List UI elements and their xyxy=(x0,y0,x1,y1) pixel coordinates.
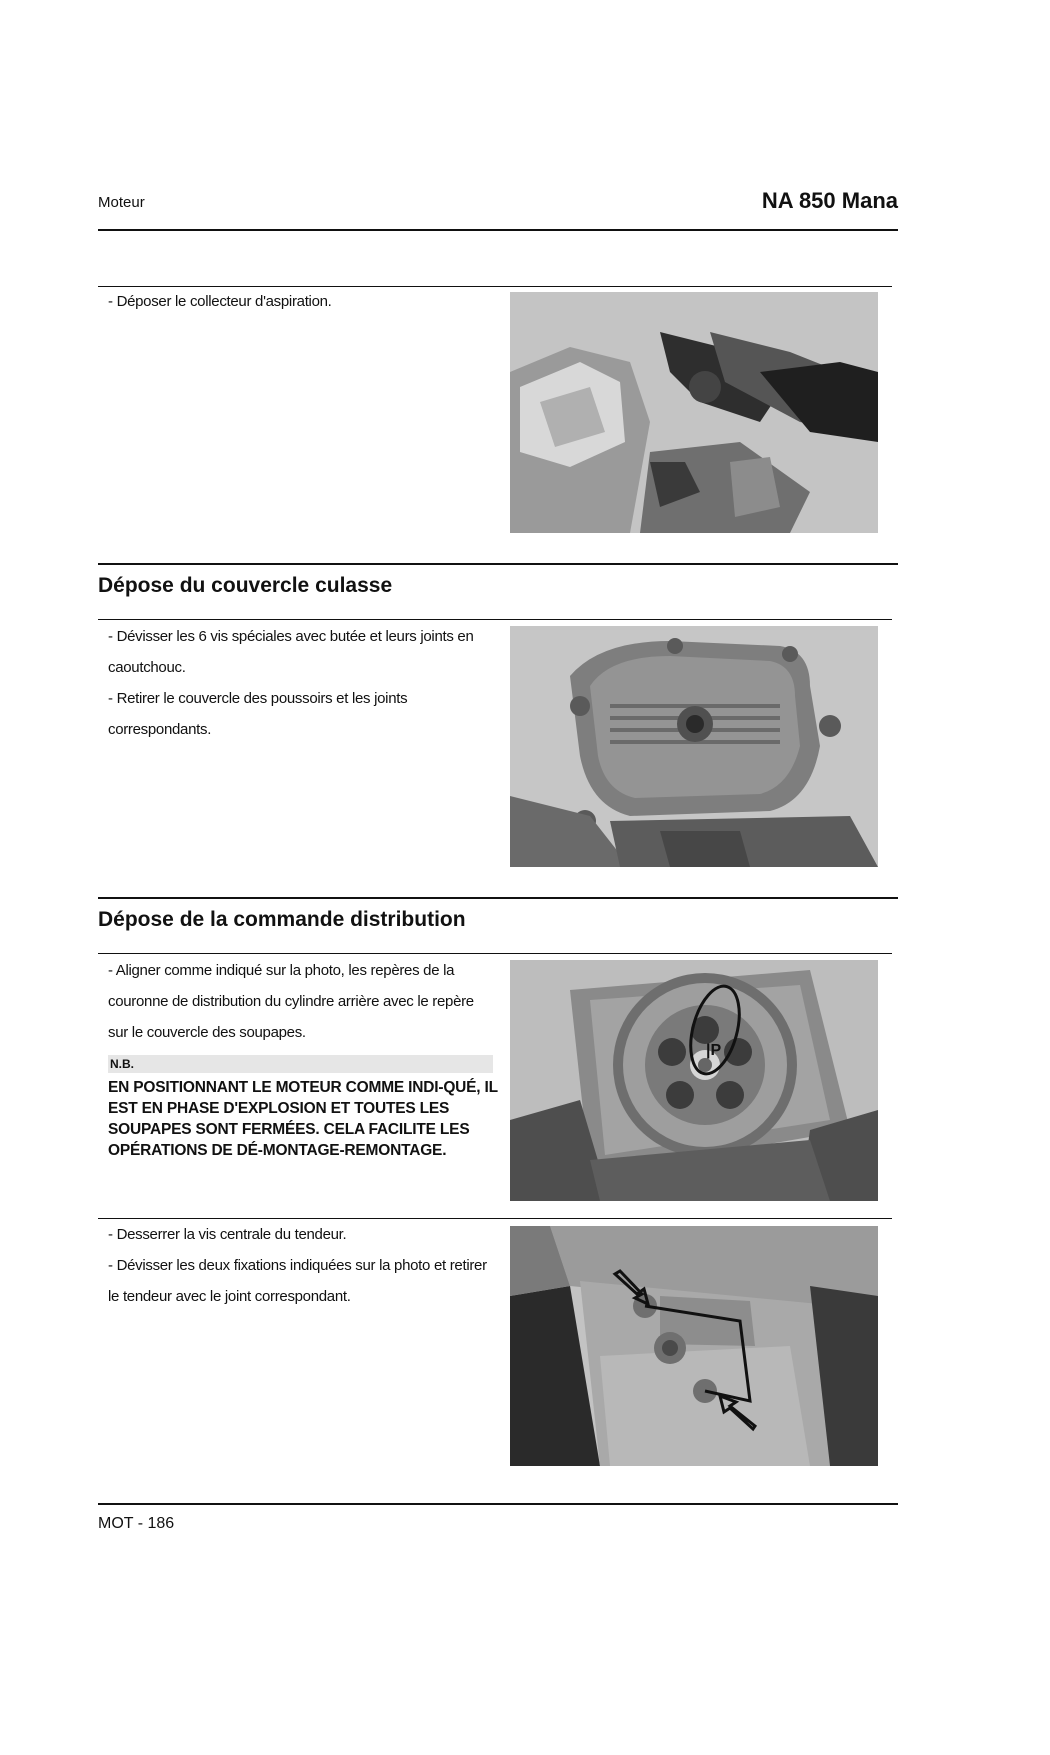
section-title: Dépose de la commande distribution xyxy=(98,908,466,931)
header-divider xyxy=(98,229,898,231)
step-text: - Dévisser les 6 vis spéciales avec butée et leurs joints en caoutchouc. xyxy=(108,628,474,676)
step-text: - Dévisser les deux fixations indiquées sur la photo et retirer le tendeur avec le joint correspondant. xyxy=(108,1257,487,1305)
section-divider xyxy=(98,897,898,899)
step-text: - Déposer le collecteur d'aspiration. xyxy=(108,293,332,310)
timing-gear-photo xyxy=(510,960,878,1201)
step-text: - Desserrer la vis centrale du tendeur. xyxy=(108,1226,347,1243)
timing-mark-label: |P xyxy=(706,1042,722,1059)
page-number: MOT - 186 xyxy=(98,1515,175,1532)
running-header-model: NA 850 Mana xyxy=(761,188,898,213)
block-3-top-rule xyxy=(98,953,892,954)
section-title: Dépose du couvercle culasse xyxy=(98,574,393,597)
step-text: - Aligner comme indiqué sur la photo, les repères de la couronne de distribution du cylindre arrière avec le repère sur le couvercle des soupapes. xyxy=(108,962,474,1041)
cylinder-head-cover-photo xyxy=(510,626,878,867)
footer-divider xyxy=(98,1503,898,1505)
note-text: EN POSITIONNANT LE MOTEUR COMME INDI-QUÉ, IL EST EN PHASE D'EXPLOSION ET TOUTES LES SOUPAPES SONT FERMÉES. CELA FACILITE LES OPÉRATIONS DE DÉ-MONTAGE-REMONTAGE. xyxy=(108,1079,498,1159)
engine-intake-manifold-photo xyxy=(510,292,878,533)
block-2-text xyxy=(108,621,493,745)
section-divider xyxy=(98,563,898,565)
block-4-text xyxy=(108,1219,493,1312)
running-header-section: Moteur xyxy=(98,194,145,211)
note-label: N.B. xyxy=(108,1055,493,1073)
block-1-text xyxy=(108,286,493,317)
chain-tensioner-photo xyxy=(510,1226,878,1466)
step-text: - Retirer le couvercle des poussoirs et les joints correspondants. xyxy=(108,690,408,738)
block-3-text xyxy=(108,955,493,1048)
block-2-top-rule xyxy=(98,619,892,620)
